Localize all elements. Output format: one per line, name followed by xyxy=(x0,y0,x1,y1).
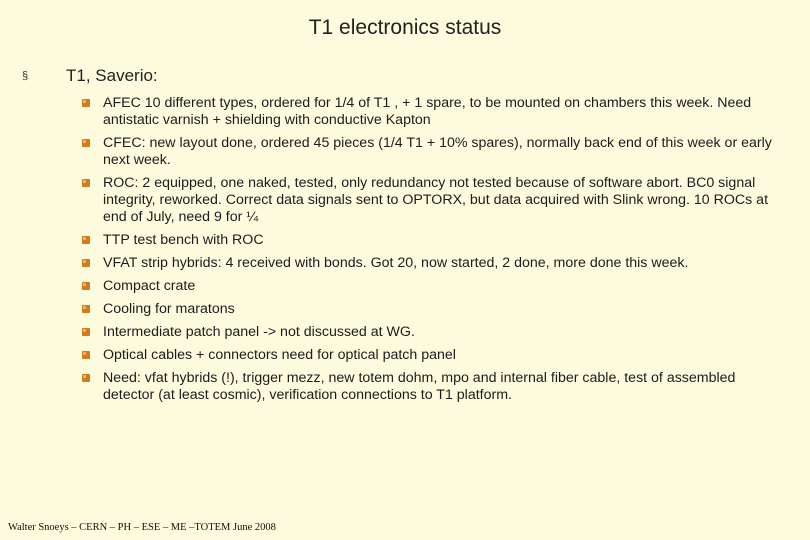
list-item-text: Compact crate xyxy=(103,278,196,294)
footer-credit: Walter Snoeys – CERN – PH – ESE – ME –TOTEM June 2008 xyxy=(8,522,276,533)
square-bullet-icon xyxy=(82,99,90,107)
status-item-list xyxy=(82,95,782,410)
list-item xyxy=(82,370,782,404)
list-item xyxy=(82,324,782,341)
list-item xyxy=(82,301,782,318)
square-bullet-icon xyxy=(82,328,90,336)
list-item xyxy=(82,347,782,364)
list-item-text: Optical cables + connectors need for optical patch panel xyxy=(103,347,456,363)
list-item-text: ROC: 2 equipped, one naked, tested, only redundancy not tested because of software abort. BC0 signal integrity, reworked. Correct data signals sent to OPTORX, but data acquired with Slink wrong. 10 ROCs at end of July, need 9 for ¼ xyxy=(103,175,769,225)
list-item-text: AFEC 10 different types, ordered for 1/4 of T1 , + 1 spare, to be mounted on chambers this week. Need antistatic varnish + shielding with conductive Kapton xyxy=(103,95,752,128)
square-bullet-icon xyxy=(82,374,90,382)
slide-title: T1 electronics status xyxy=(308,16,502,39)
list-item-text: Cooling for maratons xyxy=(103,301,235,317)
list-item-text: Intermediate patch panel -> not discussed at WG. xyxy=(103,324,415,340)
list-item xyxy=(82,175,782,226)
list-item xyxy=(82,278,782,295)
square-bullet-icon xyxy=(82,351,90,359)
list-item xyxy=(82,255,782,272)
list-item xyxy=(82,135,782,169)
list-item-text: Need: vfat hybrids (!), trigger mezz, new totem dohm, mpo and internal fiber cable, test of assembled detector (at least cosmic), verification connections to T1 platform. xyxy=(103,370,736,403)
square-bullet-icon xyxy=(82,236,90,244)
square-bullet-icon xyxy=(82,305,90,313)
square-bullet-icon xyxy=(82,282,90,290)
list-item xyxy=(82,232,782,249)
square-bullet-icon xyxy=(82,259,90,267)
list-item-text: TTP test bench with ROC xyxy=(103,232,264,248)
square-bullet-icon xyxy=(82,139,90,147)
section-bullet-icon: § xyxy=(22,70,29,82)
level1-text: T1, Saverio: xyxy=(66,66,158,85)
list-item-text: VFAT strip hybrids: 4 received with bonds. Got 20, now started, 2 done, more done this week. xyxy=(103,255,689,271)
list-item-text: CFEC: new layout done, ordered 45 pieces (1/4 T1 + 10% spares), normally back end of this week or early next week. xyxy=(103,135,772,168)
list-item xyxy=(82,95,782,129)
square-bullet-icon xyxy=(82,179,90,187)
